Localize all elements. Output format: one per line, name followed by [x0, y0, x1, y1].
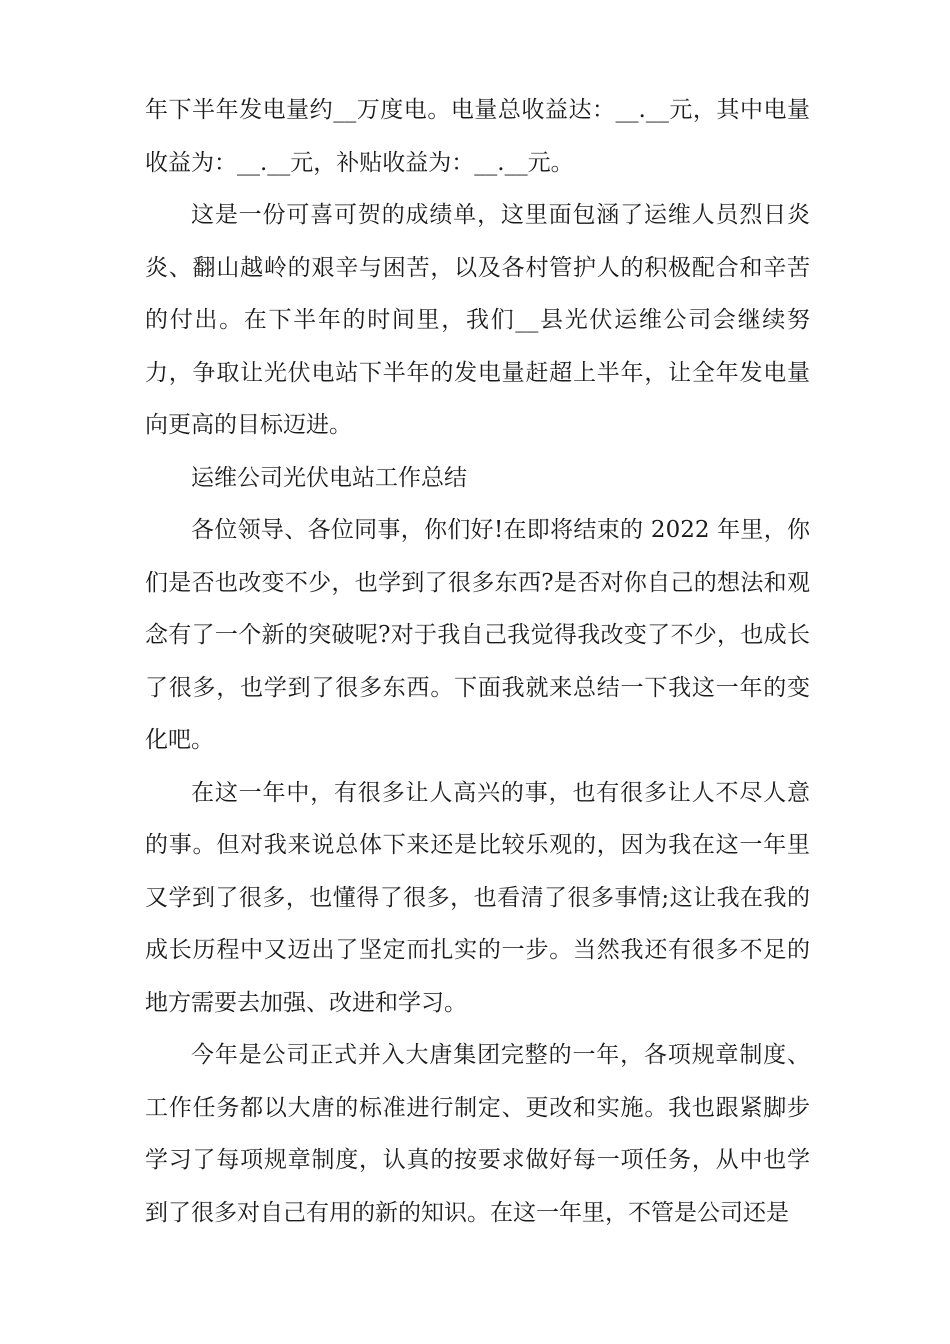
paragraph-5: 今年是公司正式并入大唐集团完整的一年，各项规章制度、工作任务都以大唐的标准进行制定、更改和实施。我也跟紧脚步学习了每项规章制度，认真的按要求做好每一项任务，从中也学到了很多对自己有用的新的知识。在这一年里，不管是公司还是 [145, 1042, 810, 1226]
paragraph-2: 这是一份可喜可贺的成绩单，这里面包涵了运维人员烈日炎炎、翻山越岭的艰辛与困苦，以及各村管护人的积极配合和辛苦的付出。在下半年的时间里，我们__县光伏运维公司会继续努力，争取让光伏电站下半年的发电量赶超上半年，让全年发电量向更高的目标迈进。 [145, 202, 810, 438]
paragraph-3: 各位领导、各位同事，你们好!在即将结束的 2022 年里，你们是否也改变不少，也学到了很多东西?是否对你自己的想法和观念有了一个新的突破呢?对于我自己我觉得我改变了不少，也成长了很多，也学到了很多东西。下面我就来总结一下我这一年的变化吧。 [145, 517, 810, 753]
document-body [145, 84, 810, 1239]
section-title: 运维公司光伏电站工作总结 [191, 464, 467, 491]
paragraph-4: 在这一年中，有很多让人高兴的事，也有很多让人不尽人意的事。但对我来说总体下来还是比较乐观的，因为我在这一年里又学到了很多，也懂得了很多，也看清了很多事情;这让我在我的成长历程中又迈出了坚定而扎实的一步。当然我还有很多不足的地方需要去加强、改进和学习。 [145, 779, 810, 1016]
paragraph-1: 年下半年发电量约__万度电。电量总收益达：__.__元，其中电量收益为：__.__元，补贴收益为：__.__元。 [145, 97, 810, 176]
